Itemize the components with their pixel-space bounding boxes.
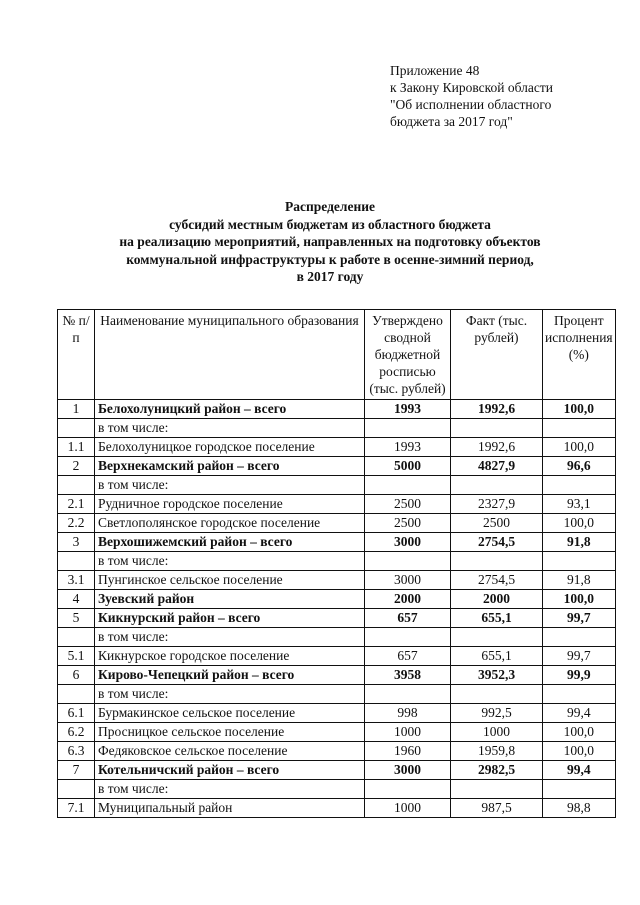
cell-name: Светлополянское городское поселение: [95, 514, 365, 533]
appendix-line: Приложение 48: [390, 63, 480, 78]
cell-fact: [451, 552, 543, 571]
cell-name: в том числе:: [95, 419, 365, 438]
cell-approved: 1993: [365, 400, 451, 419]
cell-name: Просницкое сельское поселение: [95, 723, 365, 742]
table-row: [58, 476, 616, 495]
cell-num: [58, 628, 95, 647]
cell-approved: 657: [365, 609, 451, 628]
cell-num: 4: [58, 590, 95, 609]
cell-percent: 99,4: [543, 761, 616, 780]
cell-fact: [451, 476, 543, 495]
cell-approved: 1000: [365, 723, 451, 742]
cell-num: [58, 552, 95, 571]
cell-approved: 3000: [365, 533, 451, 552]
cell-num: 7.1: [58, 799, 95, 818]
cell-approved: [365, 552, 451, 571]
cell-fact: 1992,6: [451, 438, 543, 457]
cell-percent: 99,7: [543, 609, 616, 628]
cell-fact: 992,5: [451, 704, 543, 723]
cell-fact: 2754,5: [451, 571, 543, 590]
cell-num: [58, 780, 95, 799]
cell-fact: 655,1: [451, 647, 543, 666]
cell-approved: 5000: [365, 457, 451, 476]
cell-fact: [451, 419, 543, 438]
cell-approved: 3000: [365, 571, 451, 590]
title-line: на реализацию мероприятий, направленных на подготовку объектов: [119, 234, 541, 249]
header-approved: Утверждено сводной бюджетной росписью (тыс. рублей): [365, 310, 451, 400]
cell-approved: [365, 780, 451, 799]
appendix-note: [390, 62, 630, 130]
cell-name: Рудничное городское поселение: [95, 495, 365, 514]
cell-percent: 100,0: [543, 400, 616, 419]
cell-fact: 2982,5: [451, 761, 543, 780]
table-header-row: [58, 310, 616, 400]
document-title: [70, 198, 590, 286]
table-row: [58, 647, 616, 666]
cell-name: Белохолуницкий район – всего: [95, 400, 365, 419]
title-line: коммунальной инфраструктуры к работе в осенне-зимний период,: [126, 251, 534, 267]
cell-percent: 91,8: [543, 571, 616, 590]
cell-name: Муниципальный район: [95, 799, 365, 818]
cell-num: 6.2: [58, 723, 95, 742]
cell-percent: 98,8: [543, 799, 616, 818]
table-row: [58, 514, 616, 533]
title-line: в 2017 году: [296, 269, 364, 284]
cell-num: 7: [58, 761, 95, 780]
cell-fact: 987,5: [451, 799, 543, 818]
cell-name: Зуевский район: [95, 590, 365, 609]
cell-fact: [451, 685, 543, 704]
table-row: [58, 761, 616, 780]
table-row: [58, 742, 616, 761]
cell-percent: [543, 476, 616, 495]
cell-name: в том числе:: [95, 476, 365, 495]
header-percent: Процент исполнения (%): [543, 310, 616, 400]
cell-fact: [451, 628, 543, 647]
cell-approved: 1960: [365, 742, 451, 761]
table-row: [58, 552, 616, 571]
cell-name: Кикнурский район – всего: [95, 609, 365, 628]
cell-percent: 91,8: [543, 533, 616, 552]
subsidy-table: [57, 309, 616, 818]
table-row: [58, 400, 616, 419]
table-row: [58, 780, 616, 799]
table-row: [58, 609, 616, 628]
cell-num: [58, 685, 95, 704]
cell-fact: 3952,3: [451, 666, 543, 685]
cell-name: в том числе:: [95, 780, 365, 799]
cell-approved: 3958: [365, 666, 451, 685]
cell-name: Кикнурское городское поселение: [95, 647, 365, 666]
cell-percent: 100,0: [543, 590, 616, 609]
cell-name: Федяковское сельское поселение: [95, 742, 365, 761]
cell-approved: 657: [365, 647, 451, 666]
cell-approved: 1000: [365, 799, 451, 818]
header-name: Наименование муниципального образования: [95, 310, 365, 400]
cell-num: 5: [58, 609, 95, 628]
cell-percent: [543, 780, 616, 799]
cell-fact: 2327,9: [451, 495, 543, 514]
table-row: [58, 666, 616, 685]
cell-num: [58, 419, 95, 438]
cell-approved: 2500: [365, 514, 451, 533]
table-row: [58, 723, 616, 742]
cell-fact: 2500: [451, 514, 543, 533]
cell-percent: [543, 552, 616, 571]
cell-fact: 1959,8: [451, 742, 543, 761]
cell-name: Кирово-Чепецкий район – всего: [95, 666, 365, 685]
title-line: субсидий местным бюджетам из областного бюджета: [169, 216, 491, 232]
cell-percent: 99,9: [543, 666, 616, 685]
table-row: [58, 495, 616, 514]
title-line: Распределение: [284, 199, 376, 214]
cell-percent: 100,0: [543, 514, 616, 533]
cell-approved: 998: [365, 704, 451, 723]
cell-percent: 100,0: [543, 438, 616, 457]
cell-approved: 3000: [365, 761, 451, 780]
table-row: [58, 457, 616, 476]
cell-name: Белохолуницкое городское поселение: [95, 438, 365, 457]
header-fact: Факт (тыс. рублей): [451, 310, 543, 400]
cell-percent: 96,6: [543, 457, 616, 476]
cell-name: в том числе:: [95, 552, 365, 571]
cell-fact: 2754,5: [451, 533, 543, 552]
cell-fact: 4827,9: [451, 457, 543, 476]
cell-num: 1: [58, 400, 95, 419]
table-row: [58, 628, 616, 647]
cell-percent: 99,4: [543, 704, 616, 723]
cell-fact: 1000: [451, 723, 543, 742]
cell-num: 3.1: [58, 571, 95, 590]
cell-percent: 100,0: [543, 742, 616, 761]
cell-approved: 2000: [365, 590, 451, 609]
table-row: [58, 419, 616, 438]
cell-approved: [365, 685, 451, 704]
table-body: [58, 400, 616, 818]
cell-name: Котельничский район – всего: [95, 761, 365, 780]
cell-percent: 99,7: [543, 647, 616, 666]
cell-approved: [365, 419, 451, 438]
cell-name: в том числе:: [95, 628, 365, 647]
table-row: [58, 533, 616, 552]
cell-name: в том числе:: [95, 685, 365, 704]
appendix-line: бюджета за 2017 год": [390, 114, 513, 129]
cell-name: Бурмакинское сельское поселение: [95, 704, 365, 723]
cell-approved: [365, 628, 451, 647]
cell-percent: [543, 685, 616, 704]
cell-num: 2: [58, 457, 95, 476]
table-row: [58, 438, 616, 457]
cell-name: Верхошижемский район – всего: [95, 533, 365, 552]
table-row: [58, 590, 616, 609]
cell-approved: [365, 476, 451, 495]
cell-num: 6.3: [58, 742, 95, 761]
table-row: [58, 571, 616, 590]
cell-num: 1.1: [58, 438, 95, 457]
cell-fact: 2000: [451, 590, 543, 609]
cell-num: 6: [58, 666, 95, 685]
table-row: [58, 799, 616, 818]
cell-num: 2.1: [58, 495, 95, 514]
cell-fact: 1992,6: [451, 400, 543, 419]
cell-name: Верхнекамский район – всего: [95, 457, 365, 476]
cell-num: [58, 476, 95, 495]
table-row: [58, 685, 616, 704]
cell-percent: 100,0: [543, 723, 616, 742]
cell-approved: 2500: [365, 495, 451, 514]
cell-percent: [543, 628, 616, 647]
cell-approved: 1993: [365, 438, 451, 457]
cell-percent: [543, 419, 616, 438]
appendix-line: к Закону Кировской области: [390, 80, 554, 95]
cell-num: 5.1: [58, 647, 95, 666]
cell-num: 2.2: [58, 514, 95, 533]
cell-percent: 93,1: [543, 495, 616, 514]
cell-fact: [451, 780, 543, 799]
cell-fact: 655,1: [451, 609, 543, 628]
table-row: [58, 704, 616, 723]
cell-num: 3: [58, 533, 95, 552]
cell-num: 6.1: [58, 704, 95, 723]
appendix-line: "Об исполнении областного: [390, 97, 552, 112]
header-num: № п/п: [58, 310, 95, 400]
cell-name: Пунгинское сельское поселение: [95, 571, 365, 590]
